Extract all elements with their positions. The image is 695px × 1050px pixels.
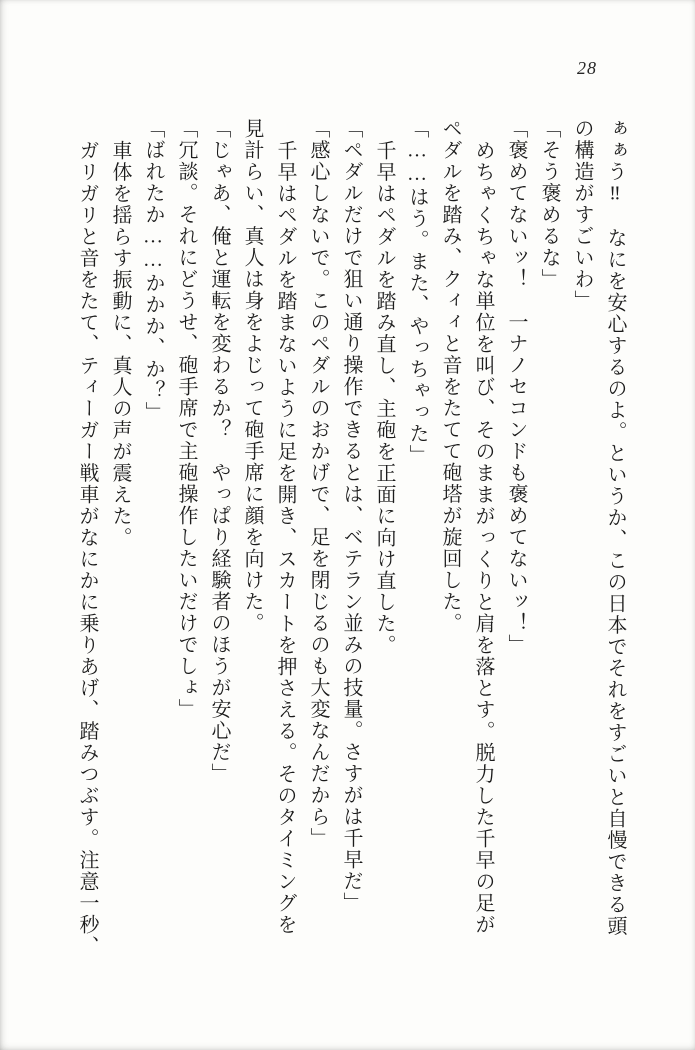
text-line: めちゃくちゃな単位を叫び、そのままがっくりと肩を落とす。脱力した千早の足が — [472, 140, 494, 936]
text-line: 千早はペダルを踏み直し、主砲を正面に向け直した。 — [373, 140, 395, 656]
text-line: ぁぁう‼ なにを安心するのよ。というか、この日本でそれをすごいと自慢できる頭 — [604, 118, 626, 937]
text-line: 「褒めてないッ！ 一ナノセコンドも褒めてないッ！」 — [505, 118, 527, 656]
text-line: 「冗談。それにどうせ、砲手席で主砲操作したいだけでしょ」 — [175, 118, 197, 720]
text-line: 「ばれたか……かかか、か？」 — [142, 118, 164, 423]
text-line: 千早はペダルを踏まないように足を開き、スカートを押さえる。そのタイミングを — [274, 140, 296, 936]
text-line: 「じゃあ、俺と運転を変わるか？ やっぱり経験者のほうが安心だ」 — [208, 118, 230, 785]
text-line: 「……はう。また、やっちゃった」 — [406, 118, 428, 466]
text-column-area — [70, 118, 631, 960]
text-line: 見計らい、真人は身をよじって砲手席に顔を向けた。 — [241, 118, 263, 634]
text-line: の構造がすごいわ」 — [571, 118, 593, 312]
text-line: 「ペダルだけで狙い通り操作できるとは、ベテラン並みの技量。さすがは千早だ」 — [340, 118, 362, 914]
text-line: ペダルを踏み、クィィと音をたてて砲塔が旋回した。 — [439, 118, 461, 634]
text-line: 車体を揺らす振動に、真人の声が震えた。 — [109, 140, 131, 549]
text-line: ガリガリと音をたて、ティーガー戦車がなにかに乗りあげ、踏みつぶす。注意一秒、 — [76, 140, 98, 957]
text-line: 「そう褒めるな」 — [538, 118, 560, 290]
page-number: 28 — [577, 58, 597, 78]
text-line: 「感心しないで。このペダルのおかげで、足を閉じるのも大変なんだから」 — [307, 118, 329, 849]
